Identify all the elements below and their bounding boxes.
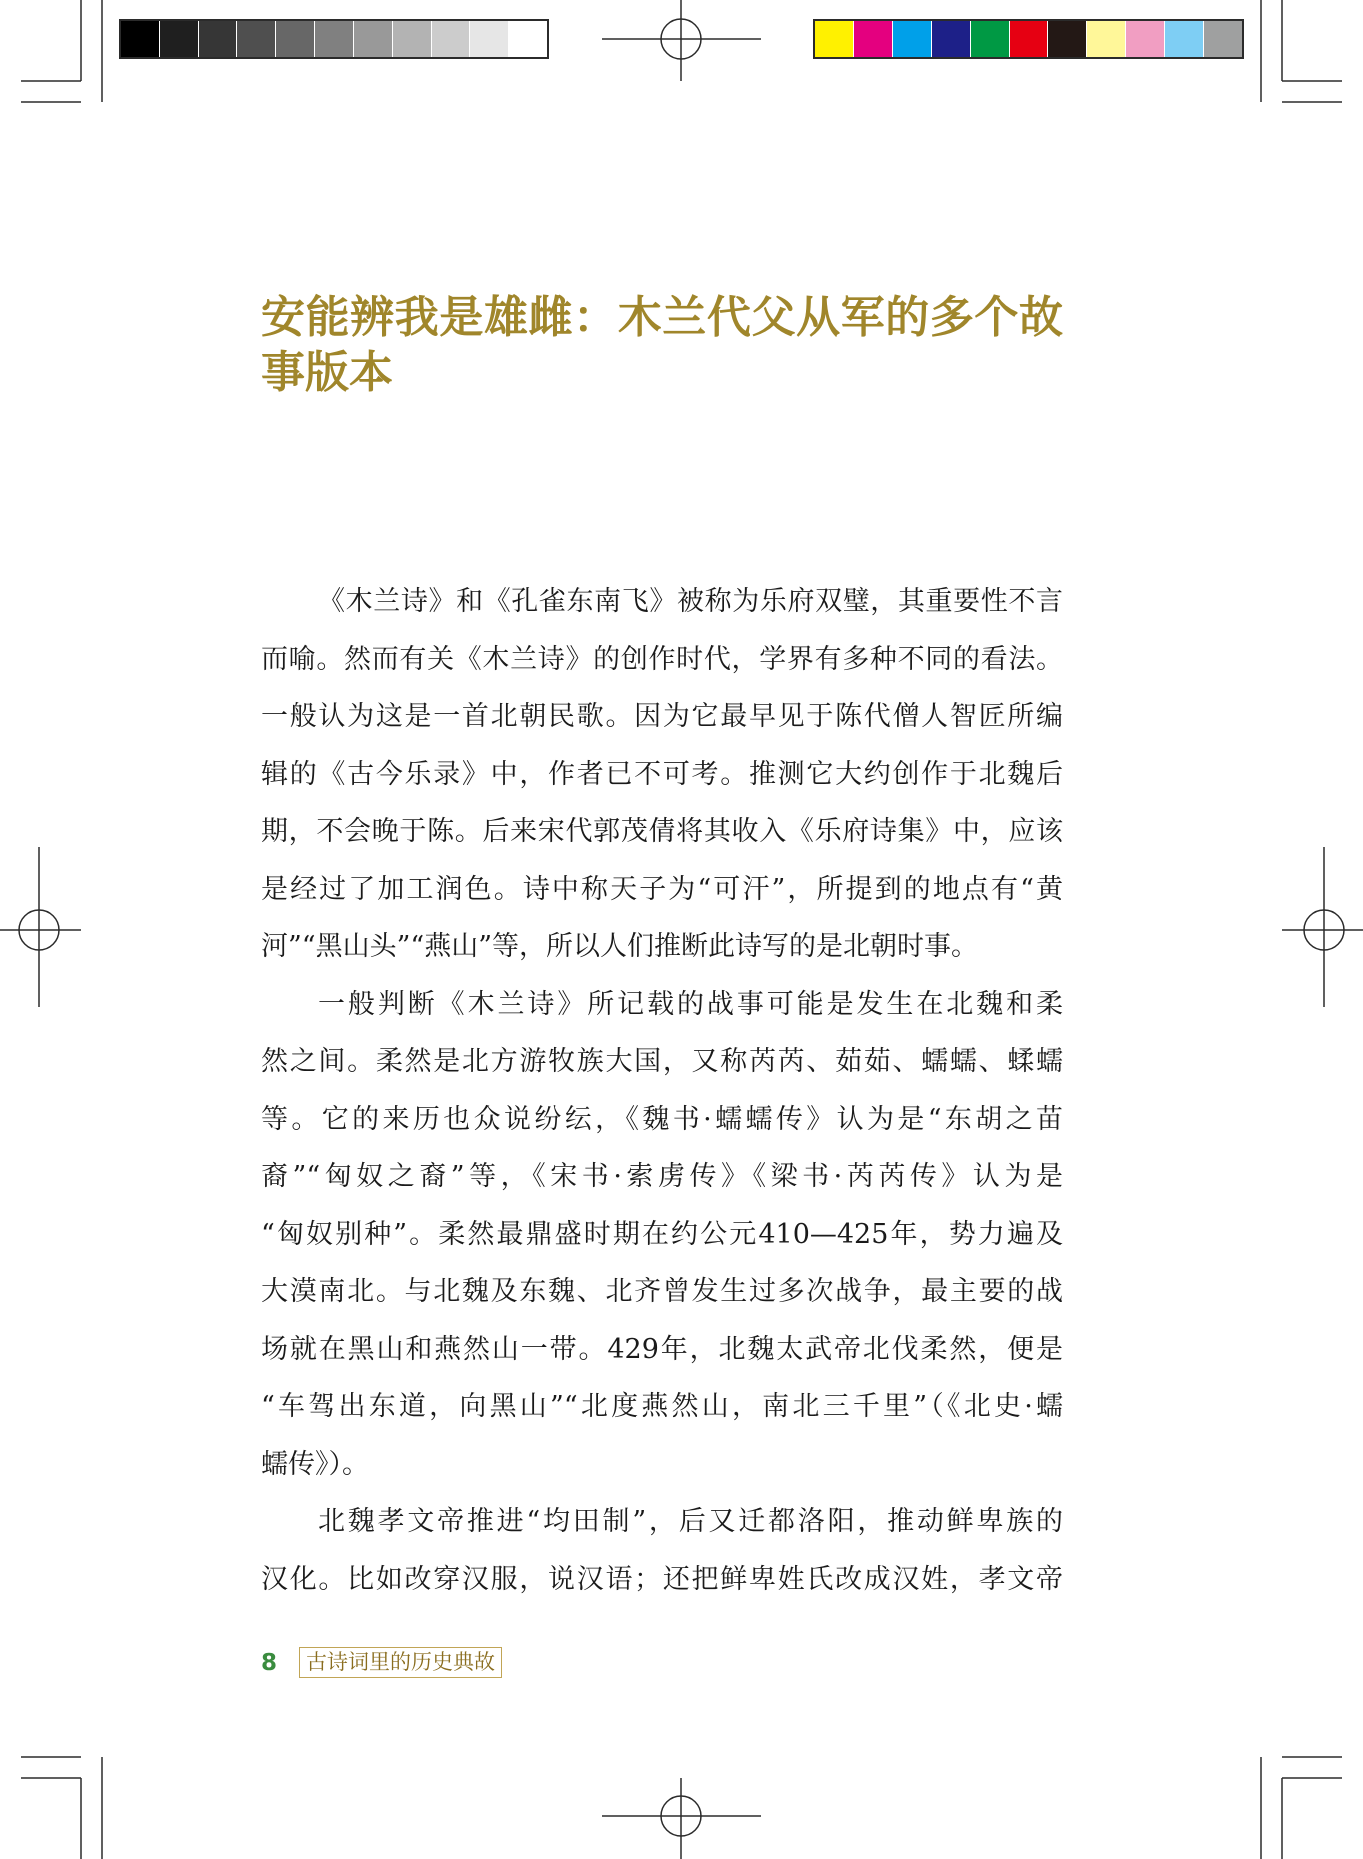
title-line: 事版本 bbox=[261, 347, 393, 398]
process-color-swatch bbox=[892, 21, 931, 57]
process-color-swatch bbox=[1164, 21, 1203, 57]
registration-circle bbox=[19, 910, 59, 950]
title-line: 安能辨我是雄雌：木兰代父从军的多个故 bbox=[261, 292, 1063, 343]
text-line: 一般认为这是一首北朝民歌。因为它最早见于陈代僧人智匠所编 bbox=[261, 701, 1063, 732]
process-color-swatch bbox=[931, 21, 970, 57]
grayscale-swatch bbox=[392, 21, 431, 57]
text-line: 《木兰诗》和《孔雀东南飞》被称为乐府双璧，其重要性不言 bbox=[318, 586, 1063, 617]
paragraph bbox=[261, 1493, 1063, 1608]
registration-mark-top bbox=[602, 0, 761, 81]
text-line: “匈奴别种”。柔然最鼎盛时期在约公元410—425年，势力遍及 bbox=[261, 1218, 1063, 1250]
grayscale-swatch bbox=[275, 21, 314, 57]
body-text bbox=[261, 573, 1063, 1608]
grayscale-swatch bbox=[236, 21, 275, 57]
process-color-swatch bbox=[1047, 21, 1086, 57]
grayscale-color-bar bbox=[119, 19, 549, 59]
text-line: 场就在黑山和燕然山一带。429年，北魏太武帝北伐柔然，便是 bbox=[261, 1333, 1063, 1365]
text-line: 辑的《古今乐录》中，作者已不可考。推测它大约创作于北魏后 bbox=[261, 758, 1063, 790]
grayscale-swatch bbox=[508, 21, 547, 57]
text-line: 裔”“匈奴之裔”等，《宋书·索虏传》《梁书·芮芮传》认为是 bbox=[261, 1161, 1063, 1192]
text-line: 汉化。比如改穿汉服，说汉语；还把鲜卑姓氏改成汉姓，孝文帝 bbox=[261, 1563, 1063, 1595]
text-line: 等。它的来历也众说纷纭，《魏书·蠕蠕传》认为是“东胡之苗 bbox=[261, 1103, 1063, 1135]
grayscale-swatch bbox=[431, 21, 470, 57]
grayscale-swatch bbox=[121, 21, 159, 57]
page-footer bbox=[261, 1647, 502, 1678]
registration-mark-left bbox=[0, 847, 81, 1007]
running-title: 古诗词里的历史典故 bbox=[299, 1647, 502, 1678]
registration-circle bbox=[661, 19, 701, 59]
process-color-swatch bbox=[1086, 21, 1125, 57]
page-number: 8 bbox=[261, 1649, 278, 1676]
text-line: 河”“黑山头”“燕山”等，所以人们推断此诗写的是北朝时事。 bbox=[261, 931, 979, 962]
process-color-bar bbox=[813, 19, 1244, 59]
grayscale-swatch bbox=[159, 21, 198, 57]
process-color-swatch bbox=[1009, 21, 1048, 57]
text-line: 然之间。柔然是北方游牧族大国，又称芮芮、茹茹、蠕蠕、蝚蠕 bbox=[261, 1046, 1063, 1077]
process-color-swatch bbox=[853, 21, 892, 57]
text-line: 北魏孝文帝推进“均田制”，后又迁都洛阳，推动鲜卑族的 bbox=[318, 1506, 1063, 1537]
registration-mark-bottom bbox=[602, 1778, 761, 1859]
text-line: 大漠南北。与北魏及东魏、北齐曾发生过多次战争，最主要的战 bbox=[261, 1276, 1063, 1307]
registration-circle bbox=[1304, 910, 1344, 950]
registration-mark-right bbox=[1282, 847, 1363, 1007]
grayscale-swatch bbox=[469, 21, 508, 57]
paragraph bbox=[261, 976, 1063, 1494]
process-color-swatch bbox=[1203, 21, 1242, 57]
text-line: 蠕传》）。 bbox=[261, 1448, 369, 1480]
text-line: “车驾出东道，向黑山”“北度燕然山，南北三千里”（《北史·蠕 bbox=[261, 1391, 1063, 1422]
chapter-title bbox=[261, 290, 1063, 400]
registration-circle bbox=[661, 1796, 701, 1836]
grayscale-swatch bbox=[198, 21, 237, 57]
text-line: 是经过了加工润色。诗中称天子为“可汗”，所提到的地点有“黄 bbox=[261, 873, 1063, 905]
text-line: 一般判断《木兰诗》所记载的战事可能是发生在北魏和柔 bbox=[318, 988, 1063, 1020]
text-line: 而喻。然而有关《木兰诗》的创作时代，学界有多种不同的看法。 bbox=[261, 643, 1063, 675]
process-color-swatch bbox=[970, 21, 1009, 57]
process-color-swatch bbox=[815, 21, 853, 57]
grayscale-swatch bbox=[353, 21, 392, 57]
text-line: 期，不会晚于陈。后来宋代郭茂倩将其收入《乐府诗集》中，应该 bbox=[261, 816, 1063, 847]
process-color-swatch bbox=[1125, 21, 1164, 57]
grayscale-swatch bbox=[314, 21, 353, 57]
paragraph bbox=[261, 573, 1063, 976]
